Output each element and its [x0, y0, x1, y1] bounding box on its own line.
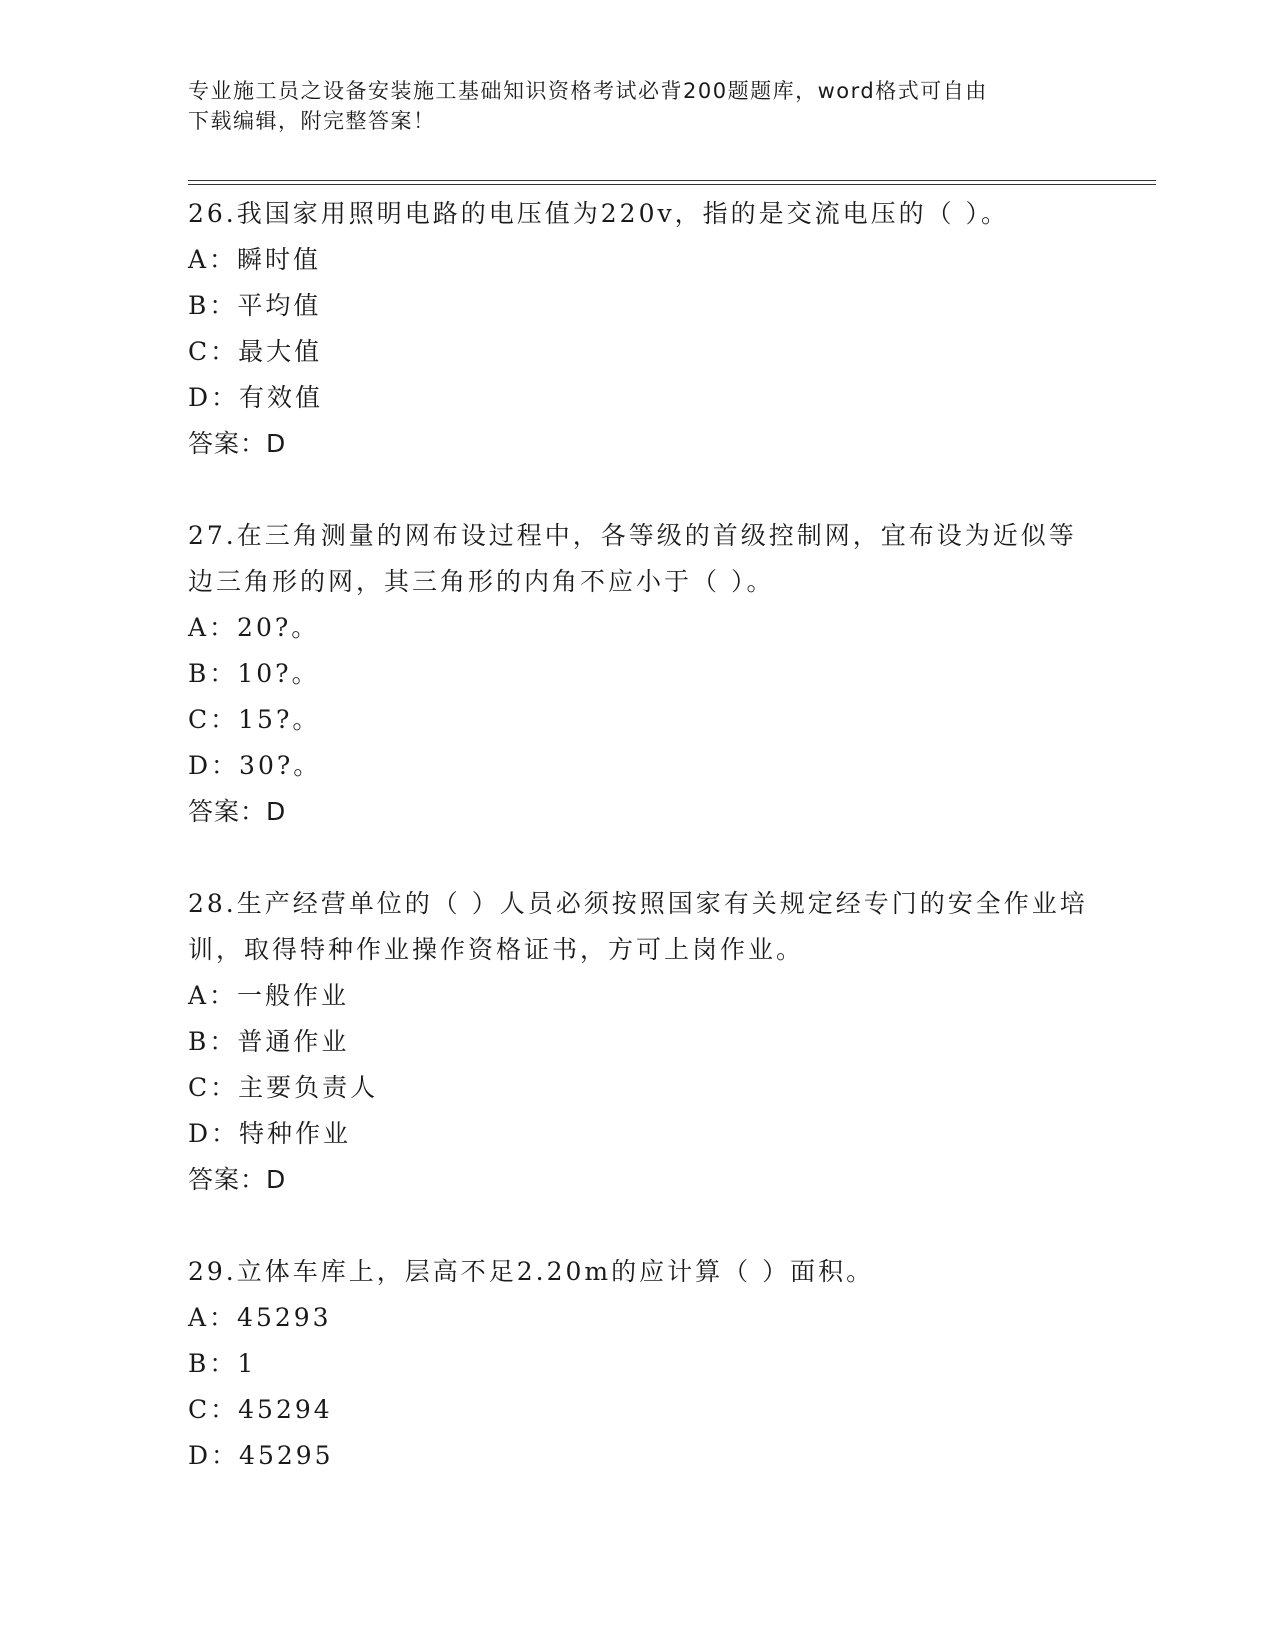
question-stem: 28.生产经营单位的（ ）人员必须按照国家有关规定经专门的安全作业培训，取得特种作业操作资格证书，方可上岗作业。	[188, 889, 1088, 964]
option-d: D：有效值	[188, 383, 324, 412]
answer-line: 答案：D	[188, 797, 287, 826]
option-c: C：最大值	[188, 337, 323, 366]
header-line-2: 下载编辑，附完整答案！	[188, 109, 436, 133]
option-b: B：10?。	[188, 659, 320, 688]
option-a: A：一般作业	[188, 981, 350, 1010]
question-29	[188, 1249, 1088, 1479]
answer-line: 答案：D	[188, 1165, 287, 1194]
header-line-1: 专业施工员之设备安装施工基础知识资格考试必背200题题库，word格式可自由	[188, 79, 988, 103]
option-c: C：45294	[188, 1395, 333, 1424]
header-divider-top	[188, 180, 1156, 181]
option-b: B：普通作业	[188, 1027, 350, 1056]
option-b: B：1	[188, 1349, 257, 1378]
option-a: A：瞬时值	[188, 245, 322, 274]
option-a: A：45293	[188, 1303, 332, 1332]
question-stem: 26.我国家用照明电路的电压值为220v，指的是交流电压的（ ）。	[188, 199, 1010, 228]
question-stem: 29.立体车库上，层高不足2.20m的应计算（ ）面积。	[188, 1257, 875, 1286]
option-d: D：45295	[188, 1441, 334, 1470]
header-divider-bottom	[188, 184, 1156, 185]
option-d: D：特种作业	[188, 1119, 352, 1148]
option-c: C：主要负责人	[188, 1073, 379, 1102]
question-stem: 27.在三角测量的网布设过程中，各等级的首级控制网，宜布设为近似等边三角形的网，其三角形的内角不应小于（ ）。	[188, 521, 1077, 596]
question-28	[188, 881, 1088, 1203]
option-a: A：20?。	[188, 613, 320, 642]
question-27	[188, 513, 1088, 835]
question-26	[188, 191, 1088, 467]
option-c: C：15?。	[188, 705, 321, 734]
option-b: B：平均值	[188, 291, 322, 320]
option-d: D：30?。	[188, 751, 322, 780]
document-header	[188, 76, 1088, 136]
question-list	[188, 191, 1088, 1525]
answer-line: 答案：D	[188, 429, 287, 458]
